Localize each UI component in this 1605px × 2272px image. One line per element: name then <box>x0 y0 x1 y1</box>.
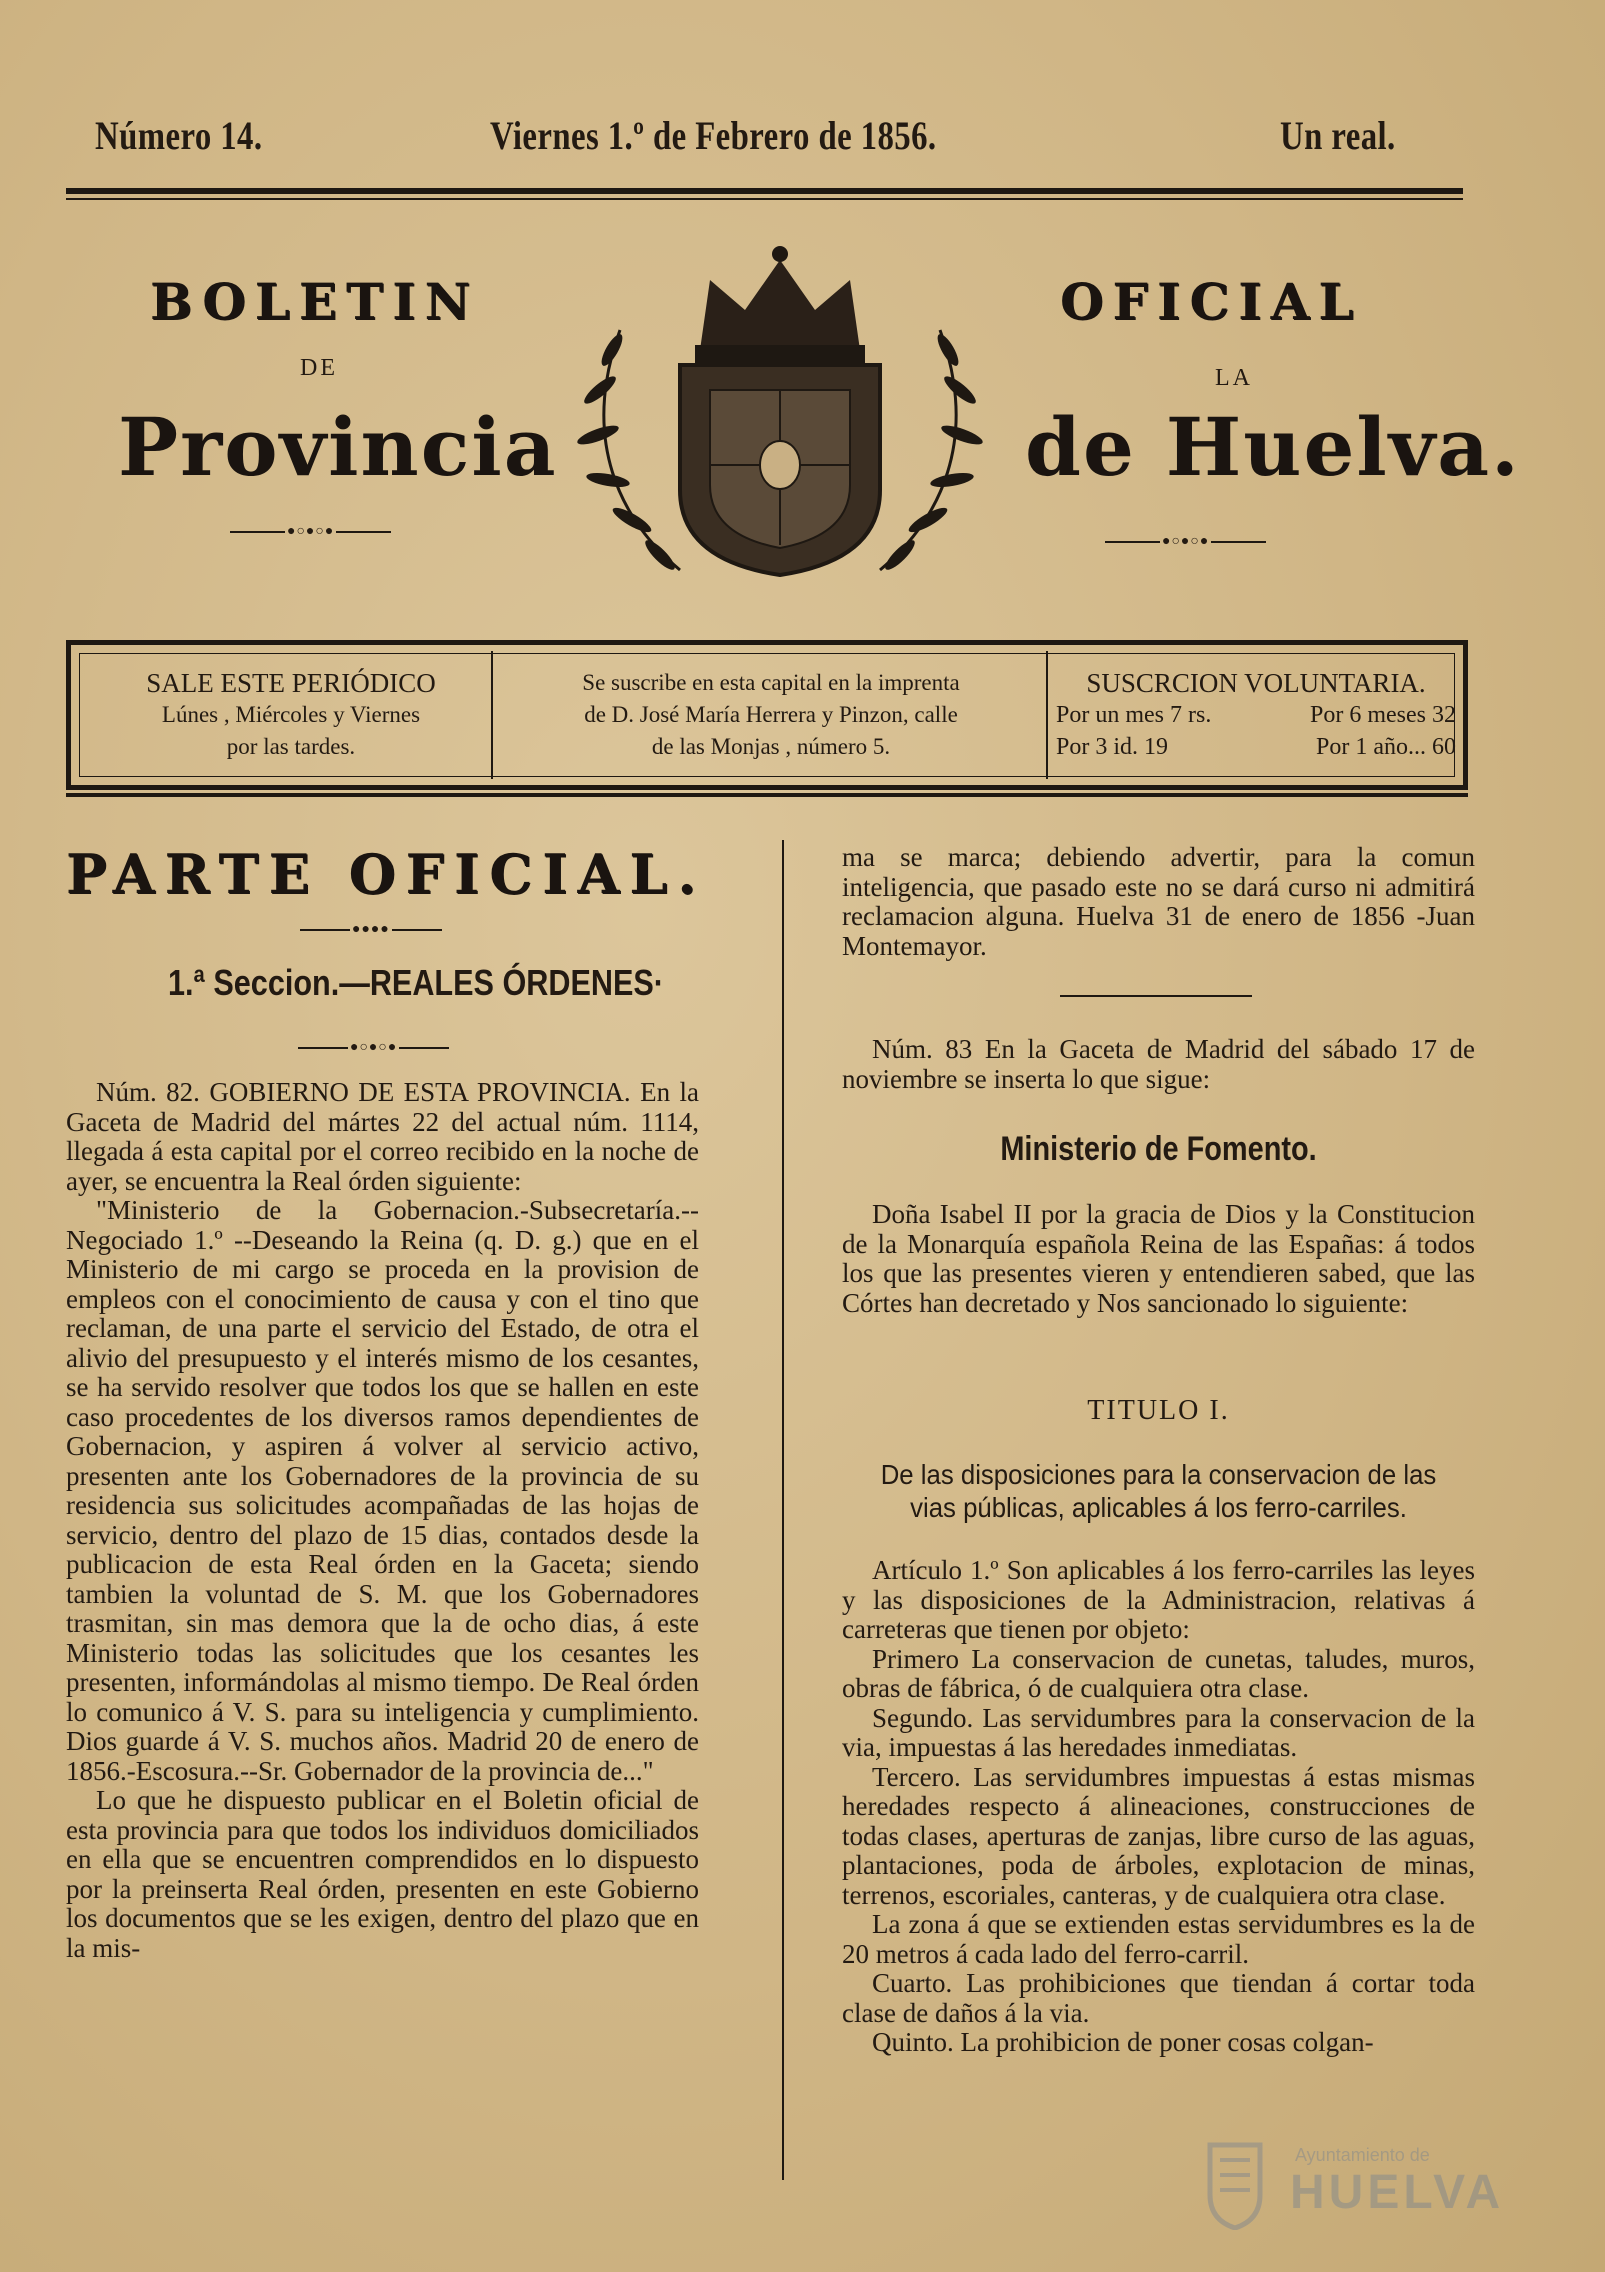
articulo-body <box>842 1556 1475 2058</box>
articulo-zona: La zona á que se extienden estas servidumbres es la de 20 metros á cada lado del ferro-carril. <box>842 1909 1475 1969</box>
decree-intro <box>842 1200 1475 1318</box>
paragraph-num82: Núm. 82. GOBIERNO DE ESTA PROVINCIA. En la Gaceta de Madrid del mártes 22 del actual núm. 1114, llegada á esta capital por el correo recibido en la noche de ayer, se encuentra la Real órden siguiente: <box>66 1077 699 1196</box>
watermark-line2: HUELVA <box>1290 2166 1505 2219</box>
price-row-1: Por un mes 7 rs. Por 6 meses 32 <box>1056 702 1456 728</box>
masthead-la: LA <box>1215 365 1253 391</box>
continuation-text: ma se marca; debiendo advertir, para la comun inteligencia, que pasado este no se dará curso ni admitirá reclamacion alguna. Huelva 31 de enero de 1856 -Juan Montemayor. <box>842 842 1475 961</box>
archive-watermark <box>1205 2130 1535 2240</box>
articulo-segundo: Segundo. Las servidumbres para la conservacion de la via, impuestas á las heredades inmediatas. <box>842 1702 1475 1762</box>
price-row-2: Por 3 id. 19 Por 1 año... 60 <box>1056 734 1456 760</box>
schedule-days: Lúnes , Miércoles y Viernes <box>161 702 421 727</box>
masthead-provincia: Provincia <box>118 400 558 494</box>
subscription-prices <box>1056 667 1456 763</box>
masthead-ornament-right: ●○●○● <box>1105 534 1266 550</box>
issue-price: Un real. <box>1280 113 1396 158</box>
articulo-cuarto: Cuarto. Las prohibiciones que tiendan á cortar toda clase de daños á la via. <box>842 1968 1475 2028</box>
box-bottom-rule <box>66 793 1468 797</box>
prices-title: SUSCRCION VOLUNTARIA. <box>1086 668 1426 698</box>
masthead-top-rule-thin <box>66 198 1463 200</box>
paragraph-real-orden: "Ministerio de la Gobernacion.-Subsecretaría.-- Negociado 1.º --Deseando la Reina (q. D. g.) que en el Ministerio de mi cargo se proceda en la provision de empleos con el conocimiento de causa y con el tino que reclaman, de una parte el servicio del Estado, de otra el alivio del presupuesto y el interés mismo de los cesantes, se ha servido resolver que todos los que se hallen en este caso procedentes de los diversos ramos dependientes de Gobernacion, y aspiren á volver al servicio activo, presenten ante los Gobernadores de la provincia de su residencia sus solicitudes acompañadas de las hojas de servicio, dentro del plazo de 15 dias, contados desde la publicacion de esta Real órden en la Gaceta; siendo tambien la voluntad de S. M. que los Gobernadores trasmitan, sin mas demora que la de ocho dias, á este Ministerio todas las solicitudes que los cesantes les presenten, informándolas al mismo tiempo. De Real órden lo comunico á V. S. para su inteligencia y cumplimiento. Dios guarde á V. S. muchos años. Madrid 20 de enero de 1856.-Escosura.--Sr. Gobernador de la provincia de..." <box>66 1195 699 1786</box>
masthead-top-rule <box>66 188 1463 194</box>
articulo-1: Artículo 1.º Son aplicables á los ferro-carriles las leyes y las disposiciones de la Administracion, relativas á carreteras que tienen por objeto: <box>842 1555 1475 1644</box>
ministry-title: Ministerio de Fomento. <box>1000 1130 1317 1168</box>
address-line-3: de las Monjas , número 5. <box>651 734 891 759</box>
articulo-primero: Primero La conservacion de cunetas, taludes, muros, obras de fábrica, ó de cualquiera otra clase. <box>842 1643 1475 1703</box>
masthead-oficial: OFICIAL <box>1060 272 1363 331</box>
address-line-2: de D. José María Herrera y Pinzon, calle <box>584 702 958 727</box>
column-divider <box>782 840 784 2180</box>
section-title: PARTE OFICIAL. <box>66 842 707 906</box>
right-column-continuation <box>842 843 1475 961</box>
coat-of-arms-emblem <box>560 240 1000 585</box>
issue-date: Viernes 1.º de Febrero de 1856. <box>490 113 937 158</box>
schedule-time: por las tardes. <box>226 734 356 759</box>
watermark-line1: Ayuntamiento de <box>1295 2145 1430 2165</box>
address-line-1: Se suscribe en esta capital en la imprenta <box>582 670 960 695</box>
section-ornament: ●●●● <box>300 922 442 938</box>
issue-header <box>95 112 1415 172</box>
masthead-de-huelva: de Huelva. <box>1025 400 1521 494</box>
shield-icon <box>1205 2140 1265 2230</box>
subscription-address <box>501 667 1041 763</box>
subsection-ornament: ●○●○● <box>298 1040 449 1056</box>
issue-number: Número 14. <box>95 113 263 158</box>
articulo-quinto: Quinto. La prohibicion de poner cosas colgan- <box>872 2027 1374 2057</box>
masthead-ornament-left: ●○●○● <box>230 524 391 540</box>
paragraph-lo-que: Lo que he dispuesto publicar en el Boletin oficial de esta provincia para que todos los individuos domiciliados en ella que se encuentren comprendidos en lo dispuesto por la preinserta Real órden, presenten en este Gobierno los documentos que se les exigen, dentro del plazo que en la mis- <box>66 1785 699 1963</box>
schedule-title: SALE ESTE PERIÓDICO <box>146 668 436 698</box>
masthead-de: DE <box>300 355 338 381</box>
titulo-heading: TITULO I. <box>1087 1395 1230 1426</box>
articulo-tercero: Tercero. Las servidumbres impuestas á estas mismas heredades respecto á alineaciones, construcciones de todas clases, aperturas de zanjas, libre curso de las aguas, plantaciones, poda de árboles, explotacion de minas, terrenos, escoriales, canteras, y de cualquiera otra clase. <box>842 1761 1475 1910</box>
num83-text: Núm. 83 En la Gaceta de Madrid del sábado 17 de noviembre se inserta lo que sigue: <box>842 1034 1475 1094</box>
titulo-subheading: De las disposiciones para la conservacion de las vias públicas, aplicables á los ferro-carriles. <box>880 1459 1437 1523</box>
left-column-body <box>66 1078 699 1963</box>
intro-text: Doña Isabel II por la gracia de Dios y la Constitucion de la Monarquía española Reina de las Españas: á todos los que las presentes vieren y entendieren sabed, que las Córtes han decretado y Nos sancionado lo siguiente: <box>842 1199 1475 1318</box>
num83-block <box>842 1035 1475 1094</box>
continuation-rule <box>1060 995 1252 997</box>
subsection-title: 1.ª Seccion.—REALES ÓRDENES· <box>168 962 664 1003</box>
masthead-boletin: BOLETIN <box>150 272 480 331</box>
subscription-info-box <box>66 640 1468 790</box>
publication-schedule <box>101 667 481 763</box>
